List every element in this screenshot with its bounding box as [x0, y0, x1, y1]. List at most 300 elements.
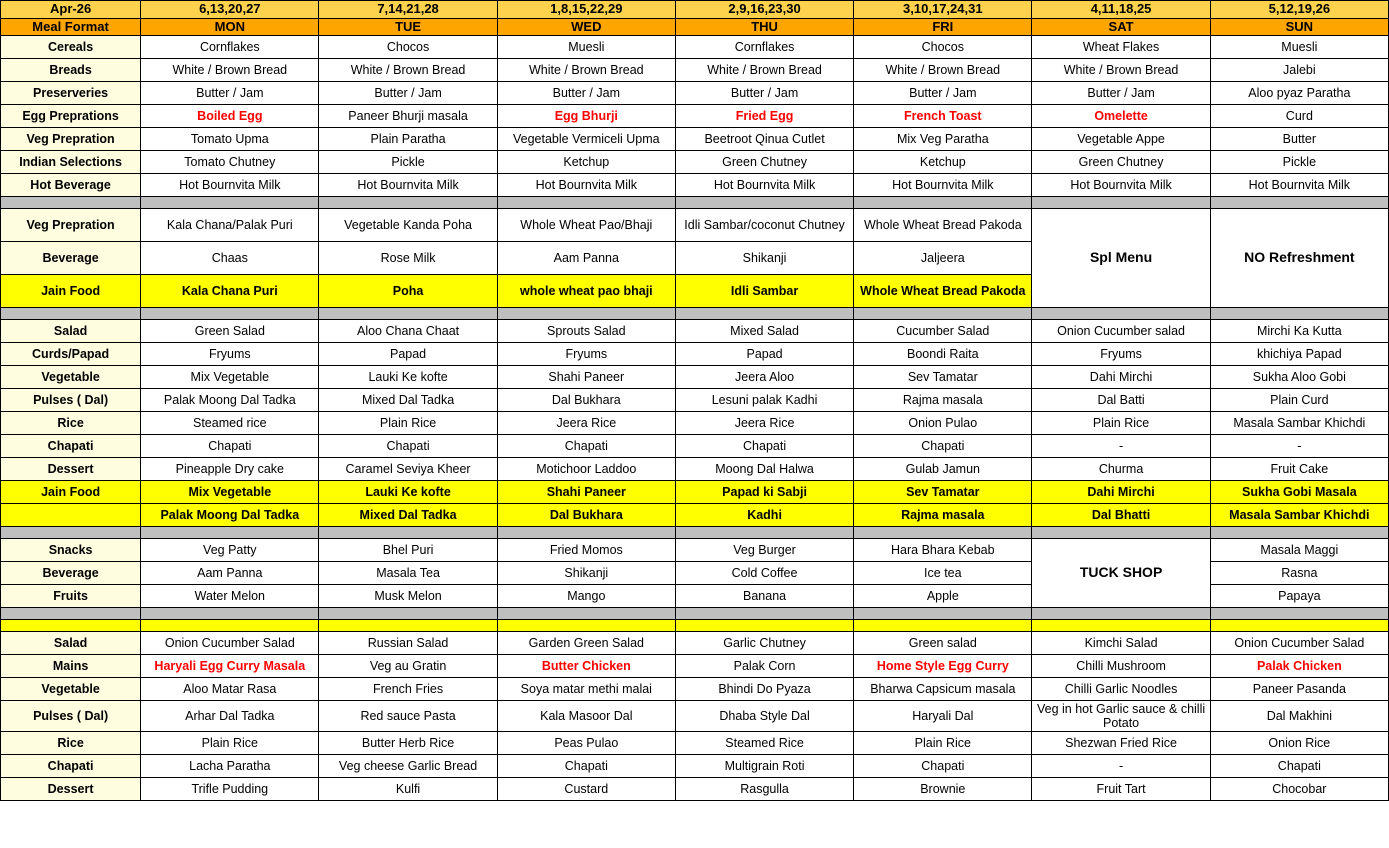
- breakfast-cell: Hot Bournvita Milk: [497, 174, 675, 197]
- breakfast-row: [1, 82, 1389, 105]
- lunch-cell: Churma: [1032, 458, 1210, 481]
- lunch-cell: -: [1032, 435, 1210, 458]
- breakfast-cell: Paneer Bhurji masala: [319, 105, 497, 128]
- breakfast-cell: Ketchup: [497, 151, 675, 174]
- dinner-cell: Chocobar: [1210, 778, 1388, 801]
- header-day-row: [1, 18, 1389, 36]
- dinner-cell: Garden Green Salad: [497, 632, 675, 655]
- breakfast-cell: Hot Bournvita Milk: [675, 174, 853, 197]
- dinner-cell: Palak Corn: [675, 655, 853, 678]
- lunch-row: [1, 366, 1389, 389]
- refreshment-cell: Idli Sambar/coconut Chutney: [675, 209, 853, 242]
- lunch-cell: Sev Tamatar: [854, 481, 1032, 504]
- breakfast-cell: Tomato Chutney: [141, 151, 319, 174]
- spacer-cell: [497, 308, 675, 320]
- lunch-cell: Lauki Ke kofte: [319, 366, 497, 389]
- spacer-cell: [1032, 197, 1210, 209]
- spacer-cell: [675, 308, 853, 320]
- snacks-label-2: Fruits: [1, 585, 141, 608]
- spacer-cell: [497, 197, 675, 209]
- dinner-cell: Kulfi: [319, 778, 497, 801]
- lunch-cell: Palak Moong Dal Tadka: [141, 389, 319, 412]
- lunch-cell: Aloo Chana Chaat: [319, 320, 497, 343]
- dinner-cell: Onion Rice: [1210, 732, 1388, 755]
- refreshment-sat-note: Spl Menu: [1032, 209, 1210, 308]
- snacks-cell: Apple: [854, 585, 1032, 608]
- snacks-cell: Water Melon: [141, 585, 319, 608]
- date-header-4: 3,10,17,24,31: [854, 1, 1032, 19]
- breakfast-cell: French Toast: [854, 105, 1032, 128]
- lunch-cell: Chapati: [141, 435, 319, 458]
- refreshment-cell: whole wheat pao bhaji: [497, 275, 675, 308]
- breakfast-cell: Green Chutney: [675, 151, 853, 174]
- dinner-cell: Soya matar methi malai: [497, 678, 675, 701]
- breakfast-cell: Green Chutney: [1032, 151, 1210, 174]
- dinner-cell: Russian Salad: [319, 632, 497, 655]
- breakfast-cell: Butter / Jam: [1032, 82, 1210, 105]
- dinner-label-0: Salad: [1, 632, 141, 655]
- dinner-cell: Bhindi Do Pyaza: [675, 678, 853, 701]
- day-header-2: WED: [497, 18, 675, 36]
- dinner-cell: Peas Pulao: [497, 732, 675, 755]
- breakfast-cell: White / Brown Bread: [319, 59, 497, 82]
- breakfast-cell: Hot Bournvita Milk: [854, 174, 1032, 197]
- breakfast-cell: Boiled Egg: [141, 105, 319, 128]
- spacer-cell: [1210, 197, 1388, 209]
- snacks-cell: Bhel Puri: [319, 539, 497, 562]
- dinner-cell: Chapati: [854, 755, 1032, 778]
- day-header-0: MON: [141, 18, 319, 36]
- dinner-cell: Veg cheese Garlic Bread: [319, 755, 497, 778]
- lunch-cell: Cucumber Salad: [854, 320, 1032, 343]
- breakfast-row: [1, 174, 1389, 197]
- refreshment-cell: Jaljeera: [854, 242, 1032, 275]
- dinner-cell: Home Style Egg Curry: [854, 655, 1032, 678]
- dinner-label-4: Rice: [1, 732, 141, 755]
- dinner-label-2: Vegetable: [1, 678, 141, 701]
- lunch-cell: Dal Bukhara: [497, 504, 675, 527]
- snacks-cell: Veg Patty: [141, 539, 319, 562]
- breakfast-label-2: Preserveries: [1, 82, 141, 105]
- dinner-label-3: Pulses ( Dal): [1, 701, 141, 732]
- snacks-cell: Masala Tea: [319, 562, 497, 585]
- lunch-cell: Fryums: [1032, 343, 1210, 366]
- lunch-cell: Chapati: [319, 435, 497, 458]
- breakfast-label-6: Hot Beverage: [1, 174, 141, 197]
- lunch-cell: Masala Sambar Khichdi: [1210, 504, 1388, 527]
- spacer-cell: [319, 527, 497, 539]
- date-header-6: 5,12,19,26: [1210, 1, 1388, 19]
- date-header-0: 6,13,20,27: [141, 1, 319, 19]
- dinner-cell: Butter Chicken: [497, 655, 675, 678]
- spacer-cell: [1032, 620, 1210, 632]
- snacks-cell: Masala Maggi: [1210, 539, 1388, 562]
- spacer-cell: [141, 620, 319, 632]
- lunch-cell: Mixed Salad: [675, 320, 853, 343]
- breakfast-cell: Mix Veg Paratha: [854, 128, 1032, 151]
- lunch-cell: Sukha Aloo Gobi: [1210, 366, 1388, 389]
- refreshment-cell: Kala Chana Puri: [141, 275, 319, 308]
- spacer-cell: [854, 197, 1032, 209]
- dinner-cell: Chilli Mushroom: [1032, 655, 1210, 678]
- lunch-label-8: [1, 504, 141, 527]
- dinner-row: [1, 678, 1389, 701]
- spacer-cell: [1210, 308, 1388, 320]
- snacks-cell: Rasna: [1210, 562, 1388, 585]
- refreshment-cell: Shikanji: [675, 242, 853, 275]
- snacks-cell: Mango: [497, 585, 675, 608]
- day-header-3: THU: [675, 18, 853, 36]
- spacer-cell: [319, 608, 497, 620]
- lunch-cell: Fruit Cake: [1210, 458, 1388, 481]
- spacer-cell: [497, 620, 675, 632]
- month-label: Apr-26: [1, 1, 141, 19]
- refreshment-label-1: Beverage: [1, 242, 141, 275]
- spacer-cell: [141, 608, 319, 620]
- lunch-cell: Rajma masala: [854, 389, 1032, 412]
- breakfast-cell: Pickle: [319, 151, 497, 174]
- breakfast-cell: Cornflakes: [141, 36, 319, 59]
- day-header-6: SUN: [1210, 18, 1388, 36]
- lunch-cell: Motichoor Laddoo: [497, 458, 675, 481]
- breakfast-cell: Chocos: [319, 36, 497, 59]
- breakfast-cell: Fried Egg: [675, 105, 853, 128]
- lunch-cell: Fryums: [141, 343, 319, 366]
- breakfast-cell: Muesli: [497, 36, 675, 59]
- lunch-label-3: Pulses ( Dal): [1, 389, 141, 412]
- dinner-cell: Garlic Chutney: [675, 632, 853, 655]
- spacer-cell: [675, 197, 853, 209]
- snacks-cell: Aam Panna: [141, 562, 319, 585]
- spacer-cell: [854, 308, 1032, 320]
- breakfast-cell: Omelette: [1032, 105, 1210, 128]
- lunch-cell: Jeera Aloo: [675, 366, 853, 389]
- dinner-label-6: Dessert: [1, 778, 141, 801]
- lunch-cell: khichiya Papad: [1210, 343, 1388, 366]
- lunch-cell: Onion Pulao: [854, 412, 1032, 435]
- spacer-lunch-snacks: [1, 527, 1389, 539]
- dinner-cell: Plain Rice: [854, 732, 1032, 755]
- dinner-cell: French Fries: [319, 678, 497, 701]
- dinner-cell: Kala Masoor Dal: [497, 701, 675, 732]
- lunch-cell: Steamed rice: [141, 412, 319, 435]
- lunch-cell: Sprouts Salad: [497, 320, 675, 343]
- refreshment-cell: Vegetable Kanda Poha: [319, 209, 497, 242]
- refreshment-cell: Idli Sambar: [675, 275, 853, 308]
- refreshment-cell: Kala Chana/Palak Puri: [141, 209, 319, 242]
- lunch-row: [1, 412, 1389, 435]
- refreshment-cell: Chaas: [141, 242, 319, 275]
- breakfast-cell: Jalebi: [1210, 59, 1388, 82]
- breakfast-cell: Wheat Flakes: [1032, 36, 1210, 59]
- lunch-cell: Green Salad: [141, 320, 319, 343]
- dinner-cell: Onion Cucumber Salad: [141, 632, 319, 655]
- dinner-cell: Dal Makhini: [1210, 701, 1388, 732]
- lunch-cell: Palak Moong Dal Tadka: [141, 504, 319, 527]
- dinner-cell: Dhaba Style Dal: [675, 701, 853, 732]
- breakfast-row: [1, 105, 1389, 128]
- dinner-cell: Shezwan Fried Rice: [1032, 732, 1210, 755]
- spacer-cell: [319, 620, 497, 632]
- dinner-cell: Bharwa Capsicum masala: [854, 678, 1032, 701]
- refreshment-cell: Rose Milk: [319, 242, 497, 275]
- dinner-cell: Rasgulla: [675, 778, 853, 801]
- lunch-cell: Pineapple Dry cake: [141, 458, 319, 481]
- breakfast-cell: Butter / Jam: [854, 82, 1032, 105]
- breakfast-cell: Hot Bournvita Milk: [319, 174, 497, 197]
- lunch-cell: Shahi Paneer: [497, 366, 675, 389]
- refreshment-sun-note: NO Refreshment: [1210, 209, 1388, 308]
- header-date-row: [1, 1, 1389, 19]
- breakfast-label-1: Breads: [1, 59, 141, 82]
- dinner-cell: Multigrain Roti: [675, 755, 853, 778]
- spacer-cell: [1210, 527, 1388, 539]
- dinner-cell: Veg in hot Garlic sauce & chilli Potato: [1032, 701, 1210, 732]
- breakfast-cell: Muesli: [1210, 36, 1388, 59]
- snacks-cell: Hara Bhara Kebab: [854, 539, 1032, 562]
- lunch-cell: Papad: [675, 343, 853, 366]
- lunch-row: [1, 504, 1389, 527]
- dinner-label-1: Mains: [1, 655, 141, 678]
- breakfast-row: [1, 59, 1389, 82]
- breakfast-cell: Butter / Jam: [675, 82, 853, 105]
- spacer-breakfast-refreshment: [1, 197, 1389, 209]
- breakfast-cell: Butter / Jam: [319, 82, 497, 105]
- breakfast-row: [1, 151, 1389, 174]
- breakfast-cell: Curd: [1210, 105, 1388, 128]
- snacks-cell: Veg Burger: [675, 539, 853, 562]
- dinner-row: [1, 701, 1389, 732]
- spacer-cell: [854, 608, 1032, 620]
- dinner-cell: Arhar Dal Tadka: [141, 701, 319, 732]
- breakfast-cell: Butter / Jam: [497, 82, 675, 105]
- lunch-cell: Papad ki Sabji: [675, 481, 853, 504]
- spacer-cell: [1210, 608, 1388, 620]
- dinner-cell: Onion Cucumber Salad: [1210, 632, 1388, 655]
- lunch-cell: Mix Vegetable: [141, 366, 319, 389]
- spacer-cell: [1210, 620, 1388, 632]
- breakfast-label-0: Cereals: [1, 36, 141, 59]
- spacer-cell: [1, 527, 141, 539]
- lunch-cell: Plain Curd: [1210, 389, 1388, 412]
- lunch-cell: Mix Vegetable: [141, 481, 319, 504]
- lunch-cell: Chapati: [497, 435, 675, 458]
- dinner-cell: Palak Chicken: [1210, 655, 1388, 678]
- lunch-cell: Jeera Rice: [675, 412, 853, 435]
- lunch-cell: Plain Rice: [1032, 412, 1210, 435]
- lunch-cell: Kadhi: [675, 504, 853, 527]
- breakfast-cell: Hot Bournvita Milk: [1210, 174, 1388, 197]
- spacer-cell: [141, 308, 319, 320]
- dinner-row: [1, 632, 1389, 655]
- dinner-cell: Kimchi Salad: [1032, 632, 1210, 655]
- breakfast-cell: White / Brown Bread: [497, 59, 675, 82]
- breakfast-cell: White / Brown Bread: [1032, 59, 1210, 82]
- date-header-1: 7,14,21,28: [319, 1, 497, 19]
- breakfast-cell: White / Brown Bread: [854, 59, 1032, 82]
- dinner-cell: Butter Herb Rice: [319, 732, 497, 755]
- dinner-cell: Chapati: [1210, 755, 1388, 778]
- lunch-cell: Dahi Mirchi: [1032, 481, 1210, 504]
- dinner-cell: Lacha Paratha: [141, 755, 319, 778]
- lunch-cell: Moong Dal Halwa: [675, 458, 853, 481]
- snacks-cell: Shikanji: [497, 562, 675, 585]
- spacer-dinner-top: [1, 620, 1389, 632]
- lunch-cell: Masala Sambar Khichdi: [1210, 412, 1388, 435]
- spacer-cell: [1, 197, 141, 209]
- dinner-cell: Aloo Matar Rasa: [141, 678, 319, 701]
- breakfast-row: [1, 36, 1389, 59]
- lunch-cell: Jeera Rice: [497, 412, 675, 435]
- spacer-cell: [497, 527, 675, 539]
- breakfast-cell: Beetroot Qinua Cutlet: [675, 128, 853, 151]
- lunch-cell: Onion Cucumber salad: [1032, 320, 1210, 343]
- day-header-4: FRI: [854, 18, 1032, 36]
- lunch-label-6: Dessert: [1, 458, 141, 481]
- breakfast-label-3: Egg Preprations: [1, 105, 141, 128]
- lunch-row: [1, 458, 1389, 481]
- lunch-label-0: Salad: [1, 320, 141, 343]
- snacks-row: [1, 539, 1389, 562]
- breakfast-cell: White / Brown Bread: [675, 59, 853, 82]
- lunch-cell: Mirchi Ka Kutta: [1210, 320, 1388, 343]
- spacer-cell: [854, 527, 1032, 539]
- refreshment-cell: Aam Panna: [497, 242, 675, 275]
- lunch-label-1: Curds/Papad: [1, 343, 141, 366]
- date-header-5: 4,11,18,25: [1032, 1, 1210, 19]
- meal-format-label: Meal Format: [1, 18, 141, 36]
- spacer-snacks-dinner: [1, 608, 1389, 620]
- lunch-row: [1, 481, 1389, 504]
- breakfast-cell: Aloo pyaz Paratha: [1210, 82, 1388, 105]
- breakfast-cell: Ketchup: [854, 151, 1032, 174]
- dinner-cell: Brownie: [854, 778, 1032, 801]
- lunch-cell: Mixed Dal Tadka: [319, 389, 497, 412]
- lunch-cell: Papad: [319, 343, 497, 366]
- lunch-cell: Sev Tamatar: [854, 366, 1032, 389]
- spacer-cell: [141, 197, 319, 209]
- dinner-cell: Haryali Dal: [854, 701, 1032, 732]
- lunch-row: [1, 389, 1389, 412]
- lunch-cell: Lesuni palak Kadhi: [675, 389, 853, 412]
- breakfast-cell: Hot Bournvita Milk: [1032, 174, 1210, 197]
- breakfast-cell: Butter: [1210, 128, 1388, 151]
- snacks-cell: Ice tea: [854, 562, 1032, 585]
- lunch-cell: -: [1210, 435, 1388, 458]
- lunch-cell: Boondi Raita: [854, 343, 1032, 366]
- snacks-cell: Musk Melon: [319, 585, 497, 608]
- breakfast-row: [1, 128, 1389, 151]
- dinner-cell: Chapati: [497, 755, 675, 778]
- breakfast-cell: Hot Bournvita Milk: [141, 174, 319, 197]
- dinner-label-5: Chapati: [1, 755, 141, 778]
- lunch-row: [1, 343, 1389, 366]
- snacks-cell: Fried Momos: [497, 539, 675, 562]
- dinner-cell: Haryali Egg Curry Masala: [141, 655, 319, 678]
- lunch-cell: Fryums: [497, 343, 675, 366]
- lunch-cell: Lauki Ke kofte: [319, 481, 497, 504]
- breakfast-cell: Vegetable Appe: [1032, 128, 1210, 151]
- dinner-cell: Red sauce Pasta: [319, 701, 497, 732]
- lunch-cell: Plain Rice: [319, 412, 497, 435]
- refreshment-cell: Whole Wheat Bread Pakoda: [854, 275, 1032, 308]
- spacer-cell: [675, 620, 853, 632]
- refreshment-row: [1, 209, 1389, 242]
- refreshment-cell: Whole Wheat Pao/Bhaji: [497, 209, 675, 242]
- dinner-row: [1, 732, 1389, 755]
- lunch-cell: Rajma masala: [854, 504, 1032, 527]
- breakfast-cell: Vegetable Vermiceli Upma: [497, 128, 675, 151]
- lunch-row: [1, 320, 1389, 343]
- dinner-cell: -: [1032, 755, 1210, 778]
- breakfast-cell: Plain Paratha: [319, 128, 497, 151]
- lunch-cell: Chapati: [854, 435, 1032, 458]
- date-header-3: 2,9,16,23,30: [675, 1, 853, 19]
- breakfast-label-5: Indian Selections: [1, 151, 141, 174]
- lunch-cell: Dal Bukhara: [497, 389, 675, 412]
- lunch-cell: Dal Bhatti: [1032, 504, 1210, 527]
- day-header-1: TUE: [319, 18, 497, 36]
- lunch-label-5: Chapati: [1, 435, 141, 458]
- spacer-cell: [1032, 308, 1210, 320]
- refreshment-label-0: Veg Prepration: [1, 209, 141, 242]
- dinner-cell: Chilli Garlic Noodles: [1032, 678, 1210, 701]
- snacks-sat-note: TUCK SHOP: [1032, 539, 1210, 608]
- lunch-cell: Caramel Seviya Kheer: [319, 458, 497, 481]
- dinner-cell: Green salad: [854, 632, 1032, 655]
- snacks-label-0: Snacks: [1, 539, 141, 562]
- dinner-cell: Paneer Pasanda: [1210, 678, 1388, 701]
- spacer-cell: [1, 620, 141, 632]
- lunch-cell: Chapati: [675, 435, 853, 458]
- lunch-cell: Dal Batti: [1032, 389, 1210, 412]
- date-header-2: 1,8,15,22,29: [497, 1, 675, 19]
- snacks-cell: Cold Coffee: [675, 562, 853, 585]
- lunch-cell: Mixed Dal Tadka: [319, 504, 497, 527]
- dinner-row: [1, 655, 1389, 678]
- spacer-refreshment-lunch: [1, 308, 1389, 320]
- lunch-cell: Dahi Mirchi: [1032, 366, 1210, 389]
- lunch-cell: Sukha Gobi Masala: [1210, 481, 1388, 504]
- spacer-cell: [319, 197, 497, 209]
- breakfast-cell: Cornflakes: [675, 36, 853, 59]
- breakfast-cell: Pickle: [1210, 151, 1388, 174]
- spacer-cell: [1, 308, 141, 320]
- snacks-cell: Banana: [675, 585, 853, 608]
- breakfast-cell: Tomato Upma: [141, 128, 319, 151]
- snacks-label-1: Beverage: [1, 562, 141, 585]
- dinner-cell: Steamed Rice: [675, 732, 853, 755]
- spacer-cell: [1, 608, 141, 620]
- spacer-cell: [141, 527, 319, 539]
- spacer-cell: [675, 608, 853, 620]
- refreshment-cell: Whole Wheat Bread Pakoda: [854, 209, 1032, 242]
- lunch-cell: Shahi Paneer: [497, 481, 675, 504]
- breakfast-cell: Egg Bhurji: [497, 105, 675, 128]
- spacer-cell: [497, 608, 675, 620]
- breakfast-cell: White / Brown Bread: [141, 59, 319, 82]
- breakfast-cell: Butter / Jam: [141, 82, 319, 105]
- day-header-5: SAT: [1032, 18, 1210, 36]
- spacer-cell: [675, 527, 853, 539]
- dinner-cell: Trifle Pudding: [141, 778, 319, 801]
- dinner-cell: Veg au Gratin: [319, 655, 497, 678]
- spacer-cell: [854, 620, 1032, 632]
- dinner-row: [1, 778, 1389, 801]
- lunch-row: [1, 435, 1389, 458]
- dinner-cell: Custard: [497, 778, 675, 801]
- spacer-cell: [1032, 527, 1210, 539]
